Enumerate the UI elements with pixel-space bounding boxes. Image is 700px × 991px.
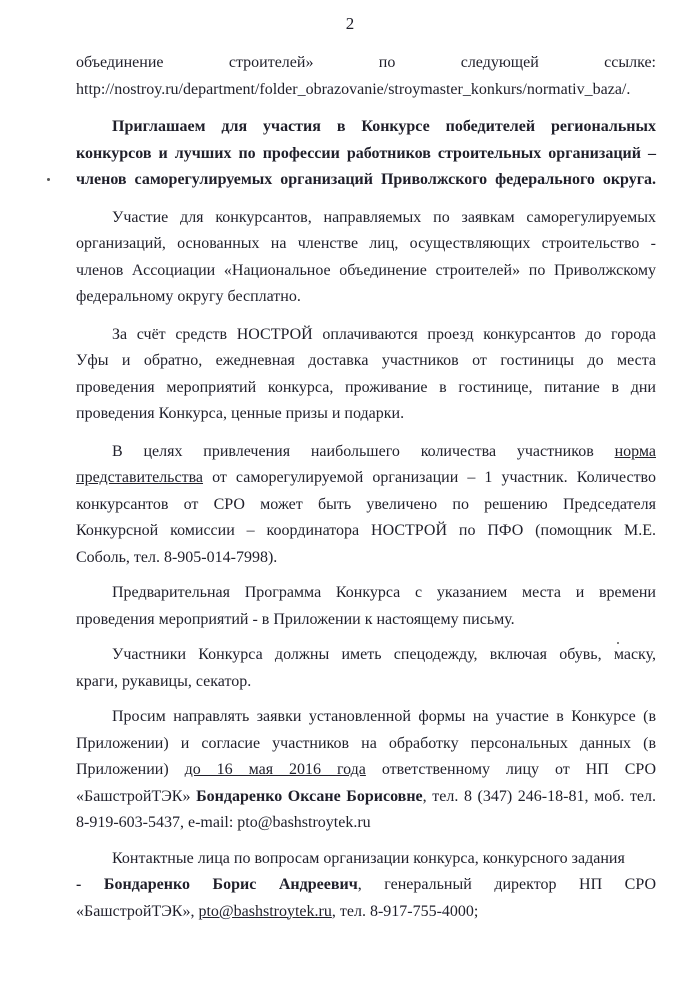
text-line: Уфы и обратно, ежедневная доставка участников от гостиницы до места [76,352,656,369]
link-text: http://nostroy.ru/department/folder_obrazovanie/stroymaster_konkurs/normativ_baza/. [76,80,631,98]
text-line: Приложении) до 16 мая 2016 года ответственному лицу от НП СРО [76,761,657,778]
text-line: Конкурсной комиссии – координатора НОСТРОЙ по ПФО (помощник М.Е. [76,522,656,539]
deadline-date: до 16 мая 2016 года [184,761,366,778]
text-line: Соболь, тел. 8-905-014-7998). [76,548,278,566]
text-line: Приглашаем для участия в Конкурсе победителей региональных [112,118,656,135]
contact-name: Бондаренко Оксане Борисовне [196,787,423,805]
text-line: Предварительная Программа Конкурса с указанием места и времени [112,584,656,601]
text-line: Участие для конкурсантов, направляемых по заявкам саморегулируемых [112,208,656,226]
text-line: За счёт средств НОСТРОЙ оплачиваются проезд конкурсантов до города [112,325,656,343]
text-line: представительства от саморегулируемой организации – 1 участник. Количество [76,469,656,486]
invitation-paragraph [76,114,656,194]
letter-body [76,50,656,925]
underlined-text: норма [614,442,656,460]
text-line: проведения мероприятий - в Приложении к настоящему письму. [76,610,515,628]
text-line: объединение строителей» по следующей ссылке: [76,54,656,71]
paragraph-participation [76,205,656,311]
text-line: федеральному округу бесплатно. [76,288,301,305]
paragraph-equipment [76,642,656,695]
text-line: проведения Конкурса, ценные призы и подарки. [76,405,405,422]
paragraph-expenses [76,322,656,428]
text-line: Участники Конкурса должны иметь спецодежду, включая обувь, маску, [112,646,656,663]
paragraph-link [76,50,656,103]
text-line: Приложении) и согласие участников на обработку персональных данных (в [76,734,656,752]
text-line: членов саморегулируемых организаций Приволжского федерального округа. [76,171,656,188]
paragraph-contacts [76,846,656,926]
text-line: Просим направлять заявки установленной формы на участие в Конкурсе (в [112,708,656,725]
text-line: Контактные лица по вопросам организации конкурса, конкурсного задания [112,849,625,867]
paragraph-program [76,580,656,633]
text-line: проведения мероприятий конкурса, проживание в гостинице, питание в дни [76,378,656,396]
scan-speck [47,178,50,181]
underlined-text: представительства [76,469,204,486]
text-line: членов Ассоциации «Национальное объединение строителей» по Приволжскому [76,261,656,279]
text-line: конкурсантов от СРО может быть увеличено по решению Председателя [76,495,656,513]
text-line: организаций, основанных на членстве лиц, осуществляющих строительство - [76,235,656,252]
text-line: - Бондаренко Борис Андреевич, генеральный директор НП СРО [76,876,657,893]
email-link[interactable]: pto@bashstroytek.ru [198,902,332,920]
text-line: «БашстройТЭК» Бондаренко Оксане Борисовне, тел. 8 (347) 246-18-81, моб. тел. [76,787,657,805]
contact-name: Бондаренко Борис Андреевич [103,876,358,893]
text-line: 8-919-603-5437, e-mail: pto@bashstroytek.ru [76,814,371,831]
page-number: 2 [345,14,355,33]
paragraph-applications [76,704,656,837]
text-line: В целях привлечения наибольшего количества участников норма [112,442,656,460]
text-line: краги, рукавицы, секатор. [76,672,252,690]
text-line: «БашстройТЭК», pto@bashstroytek.ru, тел. 8-917-755-4000; [76,902,479,920]
paragraph-quota [76,439,656,572]
text-line: конкурсов и лучших по профессии работников строительных организаций – [76,144,656,162]
